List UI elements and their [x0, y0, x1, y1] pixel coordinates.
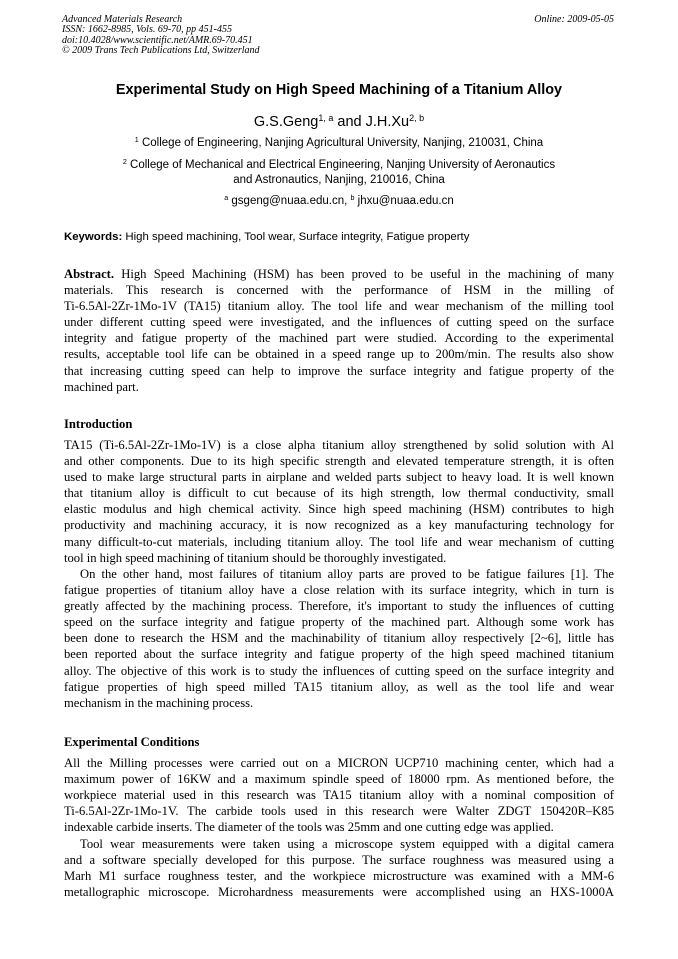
abstract-line: machined part.	[64, 379, 139, 394]
text-line: been done to research the HSM and the machinability of titanium alloy respectively [2~6], little has	[64, 631, 614, 646]
introduction-para-2	[64, 566, 614, 711]
text-line: Ti-6.5Al-2Zr-1Mo-1V. The carbide tools used in this research were Walter ZDGT 150420R–K85	[64, 804, 614, 819]
experimental-para-2	[64, 836, 614, 900]
text-line: Marh M1 surface roughness tester, and the workpiece microstructure was examined with a MM-6	[64, 869, 614, 884]
experimental-para-1	[64, 755, 614, 835]
author-2: J.H.Xu	[365, 114, 410, 130]
text-line: fatigue properties of high speed milled TA15 titanium alloy, as well as the tool life and wear	[64, 679, 614, 694]
keywords-label: Keywords:	[64, 231, 123, 243]
paper-title: Experimental Study on High Speed Machining of a Titanium Alloy	[115, 82, 563, 98]
aff2-sup: 2	[122, 158, 127, 167]
issn-line: ISSN: 1662-8985, Vols. 69-70, pp 451-455	[62, 24, 232, 36]
text-line: alloy. The objective of this work is to study the influences of cutting speed on the surface integrity and	[64, 663, 614, 678]
text-line: that titanium alloy is difficult to cut because of its high strength, low thermal conductivity, small	[64, 486, 614, 501]
author-connector: and	[333, 114, 366, 130]
abstract-line: under different cutting speed were investigated, and the influences of cutting speed on the surface	[64, 315, 614, 330]
text-line: mechanism in the machining process.	[64, 695, 254, 710]
affiliation-1	[40, 136, 638, 151]
copyright-line: © 2009 Trans Tech Publications Ltd, Switzerland	[62, 44, 260, 56]
abstract-line: that increasing cutting speed can help to improve the surface integrity and fatigue property of the	[64, 363, 614, 378]
abstract-line: results, acceptable tool life can be obtained in a speed range up to 200m/min. The results also show	[64, 347, 614, 362]
journal-name: Advanced Materials Research	[62, 14, 183, 25]
text-line: Tool wear measurements were taken using a microscope system equipped with a digital camera	[80, 837, 614, 851]
abstract-line: Ti-6.5Al-2Zr-1Mo-1V (TA15) titanium alloy. The tool life and wear mechanism of the milling tool	[64, 299, 614, 314]
doi-line: doi:10.4028/www.scientific.net/AMR.69-70.451	[62, 34, 253, 46]
introduction-para-1	[64, 437, 614, 566]
aff2-line2: and Astronautics, Nanjing, 210016, China	[233, 174, 445, 186]
abstract-line: integrity and fatigue property of the machined part were studied. According to the experimental	[64, 331, 614, 346]
introduction-heading: Introduction	[64, 417, 133, 431]
author-2-sup: 2, b	[409, 113, 425, 124]
text-line: indexable carbide inserts. The diameter of the tools was 25mm and one cutting edge was applied.	[64, 820, 554, 835]
experimental-heading: Experimental Conditions	[64, 735, 200, 749]
text-line: tool in high speed machining of titanium should be thoroughly investigated.	[64, 550, 447, 565]
text-line: maximum power of 16KW and a maximum spindle speed of 18000 rpm. As mentioned before, the	[64, 772, 614, 787]
author-1-sup: 1, a	[318, 113, 334, 124]
text-line: many difficult-to-cut materials, including titanium alloy. The tool life and wear mechanism of cutting	[64, 534, 614, 549]
text-line: On the other hand, most failures of titanium alloy parts are proved to be fatigue failures [1]. The	[80, 567, 614, 581]
text-line: metallographic microscope. Microhardness measurements were accomplished using an HXS-1000A	[64, 885, 614, 900]
text-line: All the Milling processes were carried out on a MICRON UCP710 machining center, which had a	[64, 756, 614, 770]
journal-header	[62, 15, 482, 56]
affiliation-2	[40, 158, 638, 188]
aff2-line1: College of Mechanical and Electrical Engineering, Nanjing University of Aeronautics	[126, 159, 556, 171]
text-line: fatigue properties of titanium alloy have a close relation with its surface integrity, which in turn is	[64, 583, 614, 598]
text-line: TA15 (Ti-6.5Al-2Zr-1Mo-1V) is a close alpha titanium alloy strengthened by solid solution with Al	[64, 438, 614, 452]
text-line: greatly affected by the machining process. Therefore, it's important to study the influences of cutting	[64, 599, 614, 614]
author-line	[40, 114, 638, 130]
text-line: workpiece material used in this research was TA15 titanium alloy with a nominal composition of	[64, 788, 614, 803]
email-b: jhxu@nuaa.edu.cn	[354, 195, 454, 207]
author-1: G.S.Geng	[253, 114, 319, 130]
text-line: and a software specially developed for this purpose. The surface roughness was measured using a	[64, 853, 614, 868]
email-b-sup: b	[350, 194, 355, 203]
text-line: speed on the surface integrity and fatigue property of the machined part. Although some work has	[64, 615, 614, 630]
abstract	[64, 266, 614, 395]
keywords	[64, 231, 616, 243]
abstract-line: materials. This research is concerned with the performance of HSM in the milling of	[64, 283, 614, 298]
email-line	[40, 194, 638, 209]
aff1-text: College of Engineering, Nanjing Agricultural University, Nanjing, 210031, China	[138, 137, 544, 149]
keywords-text: High speed machining, Tool wear, Surface integrity, Fatigue property	[122, 231, 470, 243]
aff1-sup: 1	[134, 136, 139, 145]
abstract-line: Abstract. High Speed Machining (HSM) has been proved to be useful in the machining of many	[64, 267, 614, 281]
online-date: Online: 2009-05-05	[534, 14, 614, 25]
abstract-label: Abstract.	[64, 267, 115, 281]
text-line: been reported about the surface integrity and fatigue property of the high speed machined titanium	[64, 647, 614, 662]
text-line: productivity and machining accuracy, it is now recognized as a key manufacturing technology for	[64, 518, 614, 533]
email-a: gsgeng@nuaa.edu.cn,	[228, 195, 351, 207]
text-line: and other components. Due to its high specific strength and elevated temperature strength, it is often	[64, 454, 614, 469]
text-line: elastic modulus and high chemical activity. Since high speed machining (HSM) contributes to high	[64, 502, 614, 517]
email-a-sup: a	[224, 194, 229, 203]
text-line: used to make large structural parts in airplane and welded parts subject to heavy load. It is well known	[64, 470, 614, 485]
